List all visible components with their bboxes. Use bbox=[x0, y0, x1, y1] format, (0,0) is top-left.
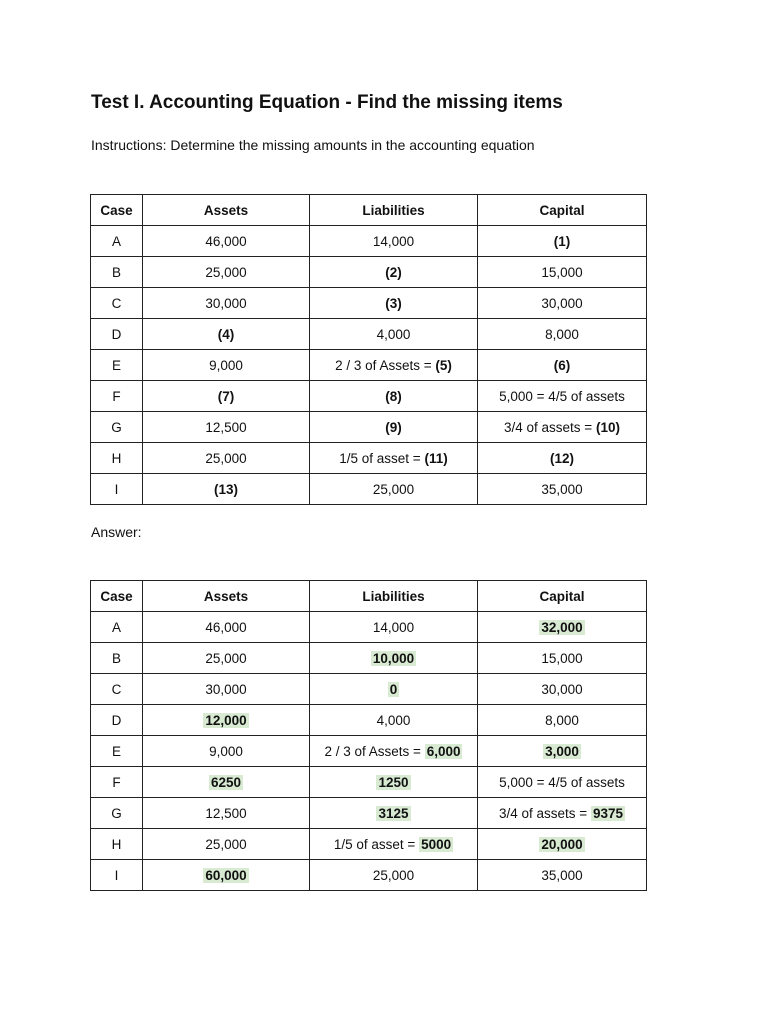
highlighted-answer: 6,000 bbox=[426, 743, 461, 759]
table-row bbox=[91, 767, 647, 798]
cell-text: D bbox=[111, 326, 122, 342]
cell-text: B bbox=[111, 650, 121, 666]
missing-item-label: (10) bbox=[595, 419, 620, 435]
cell-capital bbox=[478, 674, 647, 705]
header-capital: Capital bbox=[478, 195, 647, 226]
cell-text: 3/4 of assets = bbox=[499, 805, 591, 821]
missing-item-label: (1) bbox=[553, 233, 571, 249]
cell-assets bbox=[143, 474, 310, 505]
header-capital: Capital bbox=[478, 581, 647, 612]
cell-assets bbox=[143, 767, 310, 798]
cell-capital bbox=[478, 474, 647, 505]
cell-case bbox=[91, 829, 143, 860]
cell-text: G bbox=[111, 805, 122, 821]
cell-text: 9,000 bbox=[209, 743, 243, 759]
cell-liabilities bbox=[310, 288, 478, 319]
header-case: Case bbox=[91, 581, 143, 612]
table-row bbox=[91, 674, 647, 705]
missing-item-label: (3) bbox=[385, 295, 402, 311]
highlighted-answer: 60,000 bbox=[205, 867, 247, 883]
cell-case bbox=[91, 643, 143, 674]
cell-case bbox=[91, 860, 143, 891]
cell-assets bbox=[143, 257, 310, 288]
cell-capital bbox=[478, 612, 647, 643]
cell-liabilities bbox=[310, 474, 478, 505]
cell-capital bbox=[478, 226, 647, 257]
cell-text: I bbox=[114, 867, 119, 883]
cell-text: 35,000 bbox=[541, 481, 583, 497]
cell-case bbox=[91, 350, 143, 381]
cell-text: 46,000 bbox=[205, 233, 247, 249]
highlighted-answer: 1250 bbox=[378, 774, 409, 790]
cell-text: 15,000 bbox=[541, 264, 583, 280]
cell-text: 12,500 bbox=[205, 419, 247, 435]
cell-capital bbox=[478, 798, 647, 829]
missing-item-label: (13) bbox=[213, 481, 238, 497]
cell-capital bbox=[478, 767, 647, 798]
cell-text: 30,000 bbox=[205, 681, 247, 697]
cell-text: 1/5 of asset = bbox=[339, 450, 425, 466]
cell-text: 8,000 bbox=[545, 326, 579, 342]
highlighted-answer: 0 bbox=[389, 681, 398, 697]
cell-liabilities bbox=[310, 829, 478, 860]
cell-text: 30,000 bbox=[541, 681, 583, 697]
missing-item-label: (2) bbox=[385, 264, 402, 280]
header-assets: Assets bbox=[143, 581, 310, 612]
cell-capital bbox=[478, 736, 647, 767]
answer-table-header bbox=[91, 581, 647, 612]
cell-text: 25,000 bbox=[205, 836, 247, 852]
cell-liabilities bbox=[310, 412, 478, 443]
table-row bbox=[91, 736, 647, 767]
highlighted-answer: 9375 bbox=[592, 805, 623, 821]
cell-text: 15,000 bbox=[541, 650, 583, 666]
cell-text: F bbox=[112, 388, 121, 404]
cell-text: 5,000 = 4/5 of assets bbox=[499, 388, 625, 404]
cell-assets bbox=[143, 319, 310, 350]
header-case: Case bbox=[91, 195, 143, 226]
cell-assets bbox=[143, 381, 310, 412]
cell-liabilities bbox=[310, 226, 478, 257]
highlighted-answer: 32,000 bbox=[541, 619, 583, 635]
cell-capital bbox=[478, 829, 647, 860]
table-row bbox=[91, 860, 647, 891]
cell-assets bbox=[143, 226, 310, 257]
cell-text: 3/4 of assets = bbox=[504, 419, 596, 435]
highlighted-answer: 5000 bbox=[421, 836, 452, 852]
cell-liabilities bbox=[310, 798, 478, 829]
cell-text: 25,000 bbox=[205, 264, 247, 280]
page-title: Test I. Accounting Equation - Find the missing items bbox=[91, 92, 563, 113]
cell-text: 14,000 bbox=[372, 619, 415, 635]
cell-text: 35,000 bbox=[541, 867, 583, 883]
header-assets: Assets bbox=[143, 195, 310, 226]
missing-item-label: (4) bbox=[217, 326, 235, 342]
missing-item-label: (7) bbox=[217, 388, 235, 404]
cell-text: 2 / 3 of Assets = bbox=[335, 357, 436, 373]
highlighted-answer: 10,000 bbox=[372, 650, 415, 666]
cell-case bbox=[91, 767, 143, 798]
cell-liabilities bbox=[310, 643, 478, 674]
cell-case bbox=[91, 443, 143, 474]
header-liabilities: Liabilities bbox=[310, 195, 478, 226]
cell-case bbox=[91, 381, 143, 412]
cell-text: 8,000 bbox=[545, 712, 579, 728]
cell-assets bbox=[143, 350, 310, 381]
cell-text: 2 / 3 of Assets = bbox=[324, 743, 425, 759]
missing-item-label: (8) bbox=[385, 388, 402, 404]
cell-text: E bbox=[111, 357, 121, 373]
cell-capital bbox=[478, 257, 647, 288]
cell-liabilities bbox=[310, 860, 478, 891]
cell-assets bbox=[143, 643, 310, 674]
missing-item-label: (12) bbox=[549, 450, 574, 466]
cell-capital bbox=[478, 412, 647, 443]
question-table-header bbox=[91, 195, 647, 226]
cell-case bbox=[91, 319, 143, 350]
cell-assets bbox=[143, 798, 310, 829]
missing-item-label: (5) bbox=[435, 357, 452, 373]
cell-liabilities bbox=[310, 674, 478, 705]
cell-capital bbox=[478, 443, 647, 474]
cell-capital bbox=[478, 288, 647, 319]
cell-text: 30,000 bbox=[541, 295, 583, 311]
cell-text: F bbox=[112, 774, 121, 790]
cell-case bbox=[91, 705, 143, 736]
missing-item-label: (9) bbox=[385, 419, 402, 435]
cell-text: G bbox=[111, 419, 122, 435]
cell-text: 14,000 bbox=[372, 233, 415, 249]
highlighted-answer: 3125 bbox=[378, 805, 409, 821]
table-row bbox=[91, 288, 647, 319]
cell-assets bbox=[143, 829, 310, 860]
cell-liabilities bbox=[310, 705, 478, 736]
cell-assets bbox=[143, 412, 310, 443]
cell-text: 25,000 bbox=[372, 867, 415, 883]
cell-assets bbox=[143, 612, 310, 643]
cell-text: 4,000 bbox=[376, 326, 411, 342]
cell-case bbox=[91, 412, 143, 443]
highlighted-answer: 20,000 bbox=[541, 836, 583, 852]
cell-case bbox=[91, 257, 143, 288]
cell-liabilities bbox=[310, 767, 478, 798]
cell-liabilities bbox=[310, 257, 478, 288]
table-row bbox=[91, 319, 647, 350]
table-row bbox=[91, 350, 647, 381]
table-row bbox=[91, 829, 647, 860]
cell-capital bbox=[478, 381, 647, 412]
table-row bbox=[91, 798, 647, 829]
cell-capital bbox=[478, 860, 647, 891]
cell-case bbox=[91, 474, 143, 505]
missing-item-label: (6) bbox=[553, 357, 571, 373]
table-row bbox=[91, 474, 647, 505]
highlighted-answer: 6250 bbox=[210, 774, 242, 790]
cell-text: 46,000 bbox=[205, 619, 247, 635]
cell-text: C bbox=[111, 681, 122, 697]
cell-text: 9,000 bbox=[209, 357, 243, 373]
table-row bbox=[91, 226, 647, 257]
table-row bbox=[91, 257, 647, 288]
cell-text: I bbox=[114, 481, 119, 497]
answer-label: Answer: bbox=[91, 524, 142, 540]
instructions-text: Instructions: Determine the missing amounts in the accounting equation bbox=[91, 137, 535, 153]
cell-text: A bbox=[111, 233, 121, 249]
cell-capital bbox=[478, 643, 647, 674]
cell-case bbox=[91, 736, 143, 767]
cell-text: 1/5 of asset = bbox=[333, 836, 420, 852]
cell-liabilities bbox=[310, 319, 478, 350]
cell-text: 12,500 bbox=[205, 805, 247, 821]
cell-liabilities bbox=[310, 381, 478, 412]
table-row bbox=[91, 381, 647, 412]
cell-text: 4,000 bbox=[376, 712, 411, 728]
table-row bbox=[91, 643, 647, 674]
cell-assets bbox=[143, 674, 310, 705]
cell-assets bbox=[143, 736, 310, 767]
cell-text: C bbox=[111, 295, 122, 311]
cell-assets bbox=[143, 443, 310, 474]
cell-capital bbox=[478, 319, 647, 350]
cell-text: B bbox=[111, 264, 121, 280]
cell-liabilities bbox=[310, 612, 478, 643]
cell-liabilities bbox=[310, 736, 478, 767]
table-row bbox=[91, 612, 647, 643]
table-row bbox=[91, 443, 647, 474]
cell-case bbox=[91, 226, 143, 257]
cell-text: 25,000 bbox=[205, 650, 247, 666]
cell-case bbox=[91, 288, 143, 319]
cell-text: 25,000 bbox=[372, 481, 415, 497]
missing-item-label: (11) bbox=[424, 450, 448, 466]
cell-text: H bbox=[111, 450, 122, 466]
cell-text: D bbox=[111, 712, 122, 728]
answer-table bbox=[90, 580, 647, 891]
cell-text: 30,000 bbox=[205, 295, 247, 311]
highlighted-answer: 3,000 bbox=[545, 743, 579, 759]
cell-liabilities bbox=[310, 443, 478, 474]
cell-capital bbox=[478, 705, 647, 736]
cell-liabilities bbox=[310, 350, 478, 381]
highlighted-answer: 12,000 bbox=[205, 712, 247, 728]
cell-text: 25,000 bbox=[205, 450, 247, 466]
question-table bbox=[90, 194, 647, 505]
cell-case bbox=[91, 798, 143, 829]
table-row bbox=[91, 705, 647, 736]
cell-assets bbox=[143, 705, 310, 736]
cell-assets bbox=[143, 288, 310, 319]
cell-text: 5,000 = 4/5 of assets bbox=[499, 774, 625, 790]
cell-text: E bbox=[111, 743, 121, 759]
cell-text: H bbox=[111, 836, 122, 852]
header-liabilities: Liabilities bbox=[310, 581, 478, 612]
cell-capital bbox=[478, 350, 647, 381]
cell-case bbox=[91, 612, 143, 643]
cell-text: A bbox=[111, 619, 121, 635]
cell-assets bbox=[143, 860, 310, 891]
table-row bbox=[91, 412, 647, 443]
cell-case bbox=[91, 674, 143, 705]
